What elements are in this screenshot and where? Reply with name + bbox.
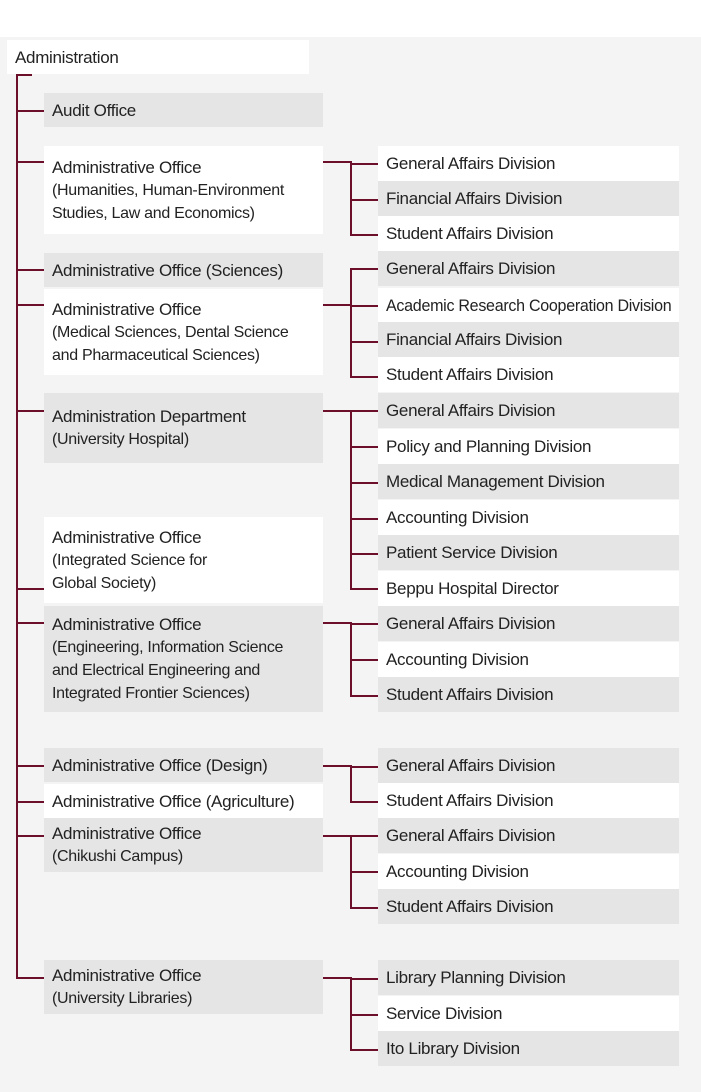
office-node-sciences bbox=[44, 253, 323, 287]
division-node-chikushi-3-line-1: Student Affairs Division bbox=[386, 897, 554, 916]
office-connector-medical bbox=[323, 304, 350, 306]
division-node-design-2-line-1: Student Affairs Division bbox=[386, 791, 554, 810]
office-connector-hospital bbox=[323, 410, 350, 412]
division-tick-humanities-3 bbox=[350, 234, 378, 236]
division-node-medical-1-line-1: General Affairs Division bbox=[386, 259, 556, 278]
office-connector-chikushi bbox=[323, 835, 350, 837]
office-tick-sciences bbox=[16, 269, 44, 271]
office-node-integrated bbox=[44, 517, 323, 603]
office-node-humanities-line-3: Studies, Law and Economics) bbox=[52, 204, 255, 222]
division-tick-design-1 bbox=[350, 766, 378, 768]
office-tick-agriculture bbox=[16, 801, 44, 803]
office-node-libraries-line-1: Administrative Office bbox=[52, 966, 202, 985]
division-node-hospital-4-line-1: Accounting Division bbox=[386, 508, 529, 527]
division-node-libraries-3 bbox=[378, 1031, 679, 1066]
office-node-integrated-line-1: Administrative Office bbox=[52, 527, 202, 547]
office-node-design bbox=[44, 748, 323, 782]
division-tick-hospital-5 bbox=[350, 553, 378, 555]
office-node-medical-line-1: Administrative Office bbox=[52, 299, 202, 319]
division-node-humanities-3-line-1: Student Affairs Division bbox=[386, 224, 554, 243]
division-tick-hospital-3 bbox=[350, 482, 378, 484]
office-node-engineering-line-4: Integrated Frontier Sciences) bbox=[52, 685, 250, 702]
division-node-hospital-1-line-1: General Affairs Division bbox=[386, 401, 556, 420]
division-node-design-2 bbox=[378, 783, 679, 818]
office-node-hospital-line-1: Administration Department bbox=[52, 407, 246, 426]
division-node-medical-4-line-1: Student Affairs Division bbox=[386, 365, 554, 384]
office-tick-libraries bbox=[16, 977, 44, 979]
division-node-humanities-3 bbox=[378, 216, 679, 251]
office-node-sciences-line-1: Administrative Office (Sciences) bbox=[52, 260, 283, 280]
division-tick-design-2 bbox=[350, 801, 378, 803]
office-node-chikushi bbox=[44, 818, 323, 872]
division-tick-hospital-4 bbox=[350, 518, 378, 520]
division-node-engineering-3 bbox=[378, 677, 679, 712]
office-node-integrated-line-3: Global Society) bbox=[52, 574, 156, 592]
office-node-agriculture bbox=[44, 784, 323, 818]
division-node-hospital-4 bbox=[378, 500, 679, 535]
office-tick-medical bbox=[16, 304, 44, 306]
division-bus-hospital bbox=[350, 410, 352, 590]
division-tick-chikushi-2 bbox=[350, 871, 378, 873]
division-node-hospital-2 bbox=[378, 429, 679, 464]
division-node-humanities-2 bbox=[378, 181, 679, 216]
root-connector-line bbox=[16, 74, 32, 76]
main-spine-line bbox=[16, 74, 18, 978]
office-node-audit-line-1: Audit Office bbox=[52, 100, 136, 120]
division-node-hospital-3-line-1: Medical Management Division bbox=[386, 472, 605, 491]
office-node-hospital-line-2: (University Hospital) bbox=[52, 431, 189, 448]
division-tick-medical-4 bbox=[350, 376, 378, 378]
division-node-chikushi-1 bbox=[378, 818, 679, 853]
division-node-chikushi-3 bbox=[378, 889, 679, 924]
division-node-hospital-1 bbox=[378, 393, 679, 428]
office-tick-hospital bbox=[16, 410, 44, 412]
office-node-medical-line-2: (Medical Sciences, Dental Science bbox=[52, 323, 289, 341]
division-node-engineering-2-line-1: Accounting Division bbox=[386, 650, 529, 669]
office-connector-libraries bbox=[323, 977, 350, 979]
division-tick-engineering-2 bbox=[350, 659, 378, 661]
division-node-libraries-2 bbox=[378, 996, 679, 1031]
office-node-libraries bbox=[44, 960, 323, 1014]
office-tick-audit bbox=[16, 110, 44, 112]
office-node-hospital bbox=[44, 393, 323, 463]
office-node-audit bbox=[44, 93, 323, 127]
division-tick-hospital-1 bbox=[350, 410, 378, 412]
division-node-engineering-1 bbox=[378, 606, 679, 641]
office-node-engineering-line-2: (Engineering, Information Science bbox=[52, 639, 284, 656]
office-node-humanities bbox=[44, 146, 323, 234]
office-tick-integrated bbox=[16, 588, 44, 590]
division-node-libraries-1 bbox=[378, 960, 679, 995]
division-node-humanities-1 bbox=[378, 146, 679, 181]
office-node-engineering-line-1: Administrative Office bbox=[52, 615, 202, 634]
root-node-line-1: Administration bbox=[15, 47, 119, 67]
division-tick-medical-3 bbox=[350, 341, 378, 343]
division-node-chikushi-2-line-1: Accounting Division bbox=[386, 862, 529, 881]
division-node-hospital-5-line-1: Patient Service Division bbox=[386, 543, 558, 562]
office-node-engineering-line-3: and Electrical Engineering and bbox=[52, 662, 261, 679]
division-tick-libraries-3 bbox=[350, 1049, 378, 1051]
division-node-hospital-3 bbox=[378, 464, 679, 499]
division-node-hospital-6-line-1: Beppu Hospital Director bbox=[386, 579, 559, 598]
division-tick-libraries-2 bbox=[350, 1014, 378, 1016]
division-node-medical-1 bbox=[378, 251, 679, 286]
division-bus-medical bbox=[350, 268, 352, 378]
division-node-medical-4 bbox=[378, 357, 679, 392]
office-node-libraries-line-2: (University Libraries) bbox=[52, 990, 193, 1007]
division-node-chikushi-2 bbox=[378, 854, 679, 889]
division-node-libraries-3-line-1: Ito Library Division bbox=[386, 1039, 520, 1058]
division-node-medical-2 bbox=[378, 288, 679, 323]
division-node-hospital-5 bbox=[378, 535, 679, 570]
division-node-hospital-2-line-1: Policy and Planning Division bbox=[386, 437, 592, 456]
division-tick-hospital-2 bbox=[350, 446, 378, 448]
division-tick-humanities-2 bbox=[350, 199, 378, 201]
office-node-chikushi-line-1: Administrative Office bbox=[52, 824, 202, 843]
division-node-medical-3-line-1: Financial Affairs Division bbox=[386, 330, 563, 349]
office-node-agriculture-line-1: Administrative Office (Agriculture) bbox=[52, 791, 295, 811]
division-tick-medical-1 bbox=[350, 268, 378, 270]
division-node-engineering-3-line-1: Student Affairs Division bbox=[386, 685, 554, 704]
office-node-chikushi-line-2: (Chikushi Campus) bbox=[52, 848, 183, 865]
division-node-design-1-line-1: General Affairs Division bbox=[386, 756, 556, 775]
office-tick-design bbox=[16, 765, 44, 767]
division-tick-chikushi-1 bbox=[350, 835, 378, 837]
office-node-medical-line-3: and Pharmaceutical Sciences) bbox=[52, 346, 260, 364]
office-node-integrated-line-2: (Integrated Science for bbox=[52, 551, 207, 569]
office-node-humanities-line-2: (Humanities, Human-Environment bbox=[52, 181, 284, 199]
division-node-design-1 bbox=[378, 748, 679, 783]
division-node-libraries-1-line-1: Library Planning Division bbox=[386, 968, 566, 987]
division-tick-libraries-1 bbox=[350, 978, 378, 980]
office-tick-engineering bbox=[16, 622, 44, 624]
office-connector-humanities bbox=[323, 161, 350, 163]
division-node-humanities-1-line-1: General Affairs Division bbox=[386, 154, 556, 173]
division-node-engineering-1-line-1: General Affairs Division bbox=[386, 614, 556, 633]
division-node-hospital-6 bbox=[378, 571, 679, 606]
division-node-engineering-2 bbox=[378, 642, 679, 677]
office-node-medical bbox=[44, 289, 323, 375]
office-connector-engineering bbox=[323, 622, 350, 624]
division-node-medical-3 bbox=[378, 322, 679, 357]
division-node-chikushi-1-line-1: General Affairs Division bbox=[386, 826, 556, 845]
division-node-humanities-2-line-1: Financial Affairs Division bbox=[386, 189, 563, 208]
office-tick-humanities bbox=[16, 161, 44, 163]
office-tick-chikushi bbox=[16, 835, 44, 837]
office-connector-design bbox=[323, 765, 350, 767]
root-node bbox=[7, 40, 309, 74]
division-tick-humanities-1 bbox=[350, 163, 378, 165]
office-node-design-line-1: Administrative Office (Design) bbox=[52, 755, 268, 775]
office-node-engineering bbox=[44, 606, 323, 712]
division-tick-chikushi-3 bbox=[350, 907, 378, 909]
office-node-humanities-line-1: Administrative Office bbox=[52, 157, 202, 177]
division-tick-medical-2 bbox=[350, 305, 378, 307]
division-node-medical-2-line-1: Academic Research Cooperation Division bbox=[386, 296, 672, 315]
division-tick-hospital-6 bbox=[350, 588, 378, 590]
division-bus-design bbox=[350, 765, 352, 803]
division-node-libraries-2-line-1: Service Division bbox=[386, 1004, 503, 1023]
division-tick-engineering-1 bbox=[350, 623, 378, 625]
division-tick-engineering-3 bbox=[350, 695, 378, 697]
